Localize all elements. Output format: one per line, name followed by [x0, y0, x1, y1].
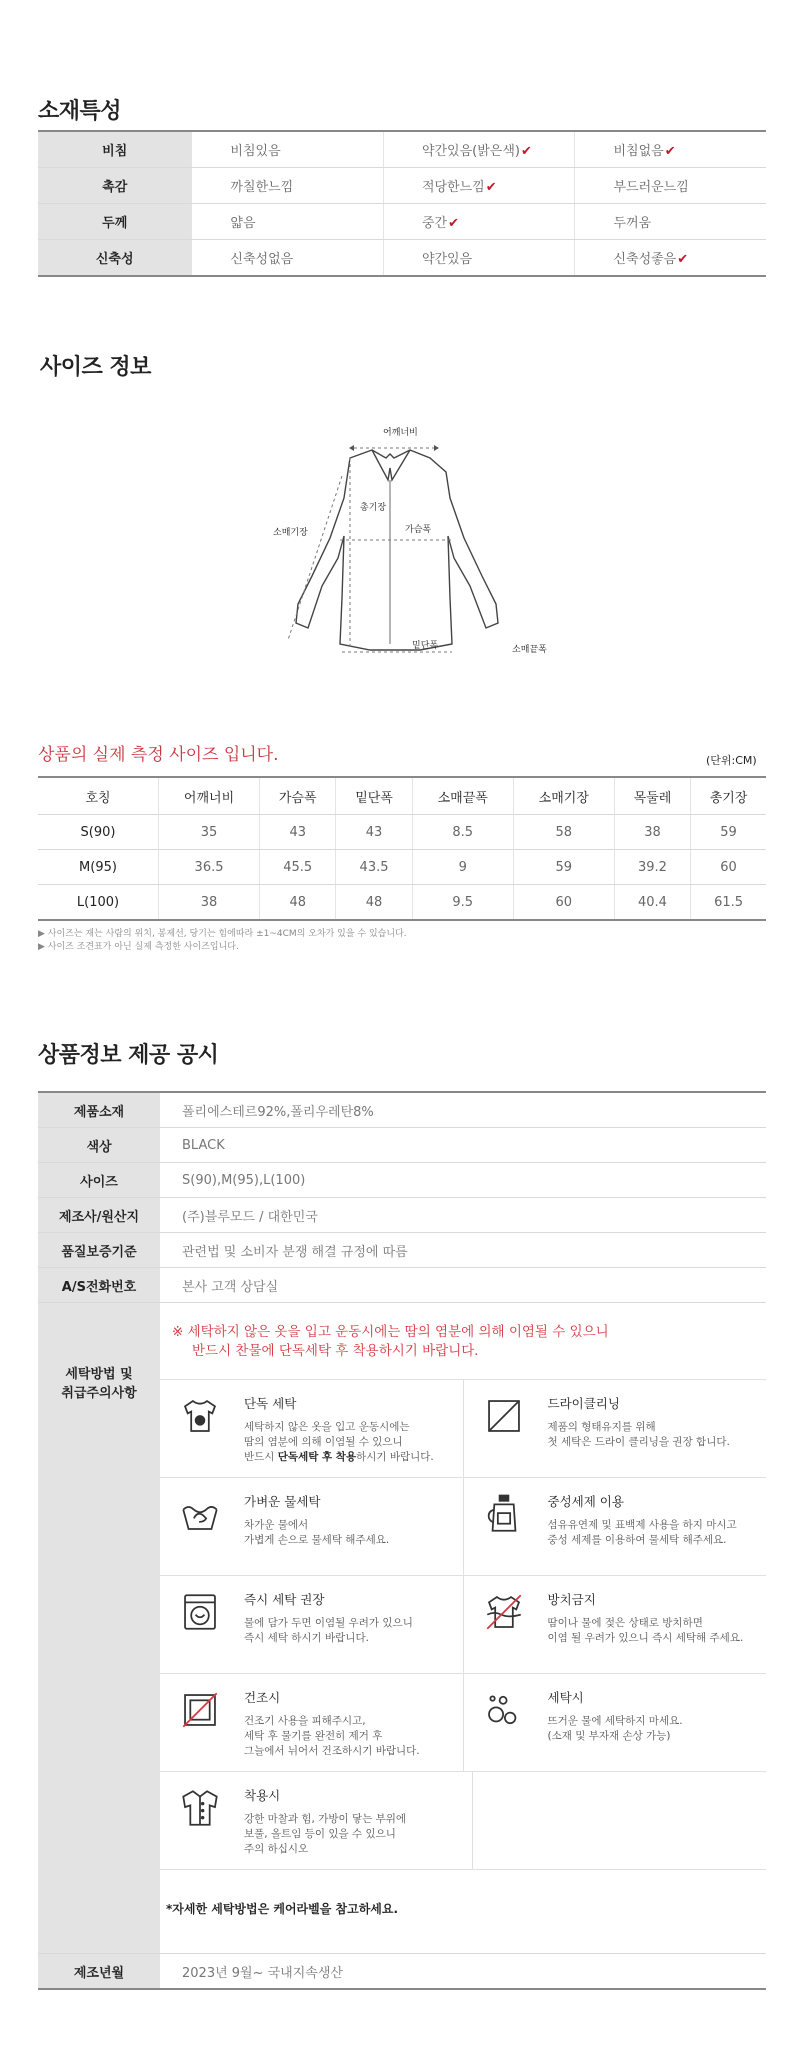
material-option-text: 비침없음 — [613, 144, 664, 159]
care-item-title: 즉시 세탁 권장 — [244, 1592, 325, 1607]
care-item-title: 세탁시 — [547, 1690, 584, 1705]
product-info-value: BLACK — [160, 1128, 766, 1163]
material-option-text: 적당한느낌 — [421, 180, 485, 195]
care-item-text — [548, 1616, 744, 1646]
dry-cleaning-icon — [482, 1394, 532, 1444]
product-info-title: 상품정보 제공 공시 — [38, 1043, 219, 1068]
material-row-label: 촉감 — [38, 168, 192, 204]
size-table — [38, 776, 766, 921]
size-cell: 38 — [159, 885, 260, 921]
check-mark-icon: ✔ — [677, 252, 689, 267]
product-info-value: 본사 고객 상담실 — [160, 1268, 766, 1303]
care-item-title: 단독 세탁 — [244, 1396, 297, 1411]
care-item-desc: 건조기 사용을 피해주시고, — [244, 1715, 366, 1727]
material-table — [38, 130, 766, 277]
size-cell: 45.5 — [260, 850, 336, 885]
size-notes — [38, 928, 407, 954]
care-note: *자세한 세탁방법은 케어라벨을 참고하세요. — [166, 1902, 399, 1916]
check-mark-icon: ✔ — [521, 144, 532, 159]
material-option — [192, 240, 384, 277]
care-item — [160, 1478, 464, 1575]
size-column-header: 어깨너비 — [159, 777, 260, 815]
size-cell: 35 — [159, 815, 260, 850]
care-grid-empty — [473, 1772, 767, 1869]
care-item — [160, 1772, 473, 1869]
material-section-title: 소재특성 — [38, 99, 122, 124]
care-item-desc-bold: 단독세탁 후 착용 — [277, 1451, 357, 1463]
care-label-line: 세탁방법 및 — [65, 1367, 133, 1382]
care-item — [160, 1674, 464, 1771]
care-item-desc: 중성 세제를 이용하여 물세탁 해주세요. — [547, 1534, 727, 1546]
care-item-text — [244, 1714, 420, 1759]
product-info-value: 관련법 및 소비자 분쟁 해결 규정에 따름 — [160, 1233, 766, 1268]
care-item-desc: 세탁하지 않은 옷을 입고 운동시에는 — [244, 1421, 410, 1433]
care-item-desc: 물에 담가 두면 이염될 우려가 있으니 — [244, 1617, 413, 1629]
size-cell: 9 — [412, 850, 513, 885]
size-column-header: 가슴폭 — [260, 777, 336, 815]
size-cell: 38 — [614, 815, 690, 850]
product-info-value: (주)블루모드 / 대한민국 — [160, 1198, 766, 1233]
size-cell: 40.4 — [614, 885, 690, 921]
size-row-label: M(95) — [38, 850, 159, 885]
care-item-text — [244, 1420, 434, 1465]
care-instructions-label — [38, 1303, 160, 1954]
care-instructions-content — [160, 1303, 766, 1954]
product-info-value: 폴리에스테르92%,폴리우레탄8% — [160, 1092, 766, 1128]
product-info-row — [38, 1198, 766, 1233]
care-label-line: 취급주의사항 — [61, 1386, 137, 1401]
size-table-header — [38, 777, 766, 815]
material-row — [38, 240, 766, 277]
material-option — [575, 204, 766, 240]
size-cell: 48 — [260, 885, 336, 921]
care-item-desc: 즉시 세탁 하시기 바랍니다. — [244, 1632, 369, 1644]
size-row-label: L(100) — [38, 885, 159, 921]
material-option-text: 비침있음 — [230, 144, 281, 159]
size-cell: 8.5 — [412, 815, 513, 850]
size-heading: 상품의 실제 측정 사이즈 입니다. — [38, 745, 279, 765]
care-item — [464, 1478, 767, 1575]
care-item-desc: 그늘에서 뉘어서 건조하시기 바랍니다. — [244, 1745, 420, 1757]
product-info-row — [38, 1163, 766, 1198]
size-column-header: 소매기장 — [513, 777, 614, 815]
size-cell: 59 — [513, 850, 614, 885]
size-cell: 59 — [691, 815, 766, 850]
care-grid-row — [160, 1674, 766, 1772]
product-info-label: 제품소재 — [38, 1092, 160, 1128]
diagram-label-chest: 가슴폭 — [405, 525, 432, 535]
care-item-desc-part: 반드시 — [244, 1451, 278, 1463]
material-option-text: 부드러운느낌 — [613, 180, 689, 195]
size-column-header: 총기장 — [691, 777, 766, 815]
product-info-value: S(90),M(95),L(100) — [160, 1163, 766, 1198]
care-item-desc: 가볍게 손으로 물세탁 해주세요. — [244, 1534, 390, 1546]
size-row — [38, 885, 766, 921]
care-warning-line: ※ 세탁하지 않은 옷을 입고 운동시에는 땀의 염분에 의해 이염될 수 있으니 — [172, 1324, 609, 1340]
care-item-title: 건조시 — [244, 1690, 281, 1705]
hand-wash-icon — [178, 1492, 228, 1542]
care-instructions-row — [38, 1303, 766, 1954]
material-option — [192, 131, 384, 168]
care-warning-line: 반드시 찬물에 단독세탁 후 착용하시기 바랍니다. — [192, 1343, 479, 1359]
care-grid — [160, 1379, 766, 1870]
size-cell: 48 — [336, 885, 412, 921]
care-item — [464, 1674, 767, 1771]
manufacture-date-label: 제조년월 — [38, 1954, 160, 1990]
care-item-desc-part: 하시기 바랍니다. — [356, 1451, 434, 1463]
care-item-desc: (소재 및 부자재 손상 가능) — [547, 1730, 671, 1742]
size-cell: 61.5 — [691, 885, 766, 921]
care-item-desc: 첫 세탁은 드라이 클리닝을 권장 합니다. — [547, 1436, 730, 1448]
care-item-desc: 섬유유연제 및 표백제 사용을 하지 마시고 — [547, 1519, 737, 1531]
shirt-wash-icon — [178, 1394, 228, 1444]
material-option — [192, 204, 384, 240]
care-warning — [160, 1303, 766, 1361]
size-column-header: 호칭 — [38, 777, 159, 815]
care-item-title: 드라이클리닝 — [547, 1396, 620, 1411]
washing-machine-icon — [178, 1590, 228, 1640]
care-grid-row — [160, 1576, 766, 1674]
sleeve-measure-line — [288, 476, 342, 640]
size-row — [38, 850, 766, 885]
care-item-desc — [244, 1450, 434, 1465]
care-item-desc: 세탁 후 물기를 완전히 제거 후 — [244, 1730, 383, 1742]
material-option-text: 신축성좋음 — [613, 252, 677, 267]
product-info-label: 제조사/원산지 — [38, 1198, 160, 1233]
product-info-row — [38, 1128, 766, 1163]
material-option-text: 두꺼움 — [613, 216, 652, 231]
care-item — [464, 1576, 767, 1673]
care-item — [160, 1380, 464, 1477]
material-option-text: 까칠한느낌 — [230, 180, 294, 195]
care-grid-row — [160, 1772, 766, 1870]
size-cell: 9.5 — [412, 885, 513, 921]
size-cell: 43 — [260, 815, 336, 850]
diagram-label-shoulder: 어깨너비 — [383, 428, 418, 438]
size-row-label: S(90) — [38, 815, 159, 850]
material-option-text: 중간 — [421, 216, 448, 231]
jacket-outline — [296, 450, 498, 650]
size-cell: 43.5 — [336, 850, 412, 885]
material-option-text: 약간있음 — [421, 252, 473, 267]
material-option-text: 약간있음(밝은색) — [421, 144, 520, 159]
material-row — [38, 168, 766, 204]
care-item-text — [244, 1812, 406, 1857]
care-item — [464, 1380, 767, 1477]
product-info-row — [38, 1954, 766, 1990]
material-option — [575, 240, 766, 277]
size-row — [38, 815, 766, 850]
material-option — [575, 131, 766, 168]
care-item-text — [244, 1616, 413, 1646]
care-item-desc: 차가운 물에서 — [244, 1519, 309, 1531]
care-item-desc: 강한 마찰과 힘, 가방이 닿는 부위에 — [244, 1813, 407, 1825]
care-grid-row — [160, 1478, 766, 1576]
shirt-wear-icon — [178, 1786, 228, 1836]
care-item-title: 방치금지 — [547, 1592, 596, 1607]
care-item-desc: 보풀, 올트임 등이 있을 수 있으니 — [244, 1828, 396, 1840]
material-option — [383, 168, 575, 204]
material-option — [383, 240, 575, 277]
material-row-label: 비침 — [38, 131, 192, 168]
manufacture-date-value: 2023년 9월~ 국내지속생산 — [160, 1954, 766, 1990]
diagram-label-length: 총기장 — [360, 503, 387, 513]
material-option-text: 얇음 — [230, 216, 256, 231]
check-mark-icon: ✔ — [664, 144, 676, 159]
size-column-header: 밑단폭 — [336, 777, 412, 815]
material-row — [38, 204, 766, 240]
size-column-header: 목둘레 — [614, 777, 690, 815]
size-cell: 60 — [513, 885, 614, 921]
material-row-label: 두께 — [38, 204, 192, 240]
care-item-desc: 이염 될 우려가 있으니 즉시 세탁해 주세요. — [547, 1632, 744, 1644]
care-item-desc: 땀이나 물에 젖은 상태로 방치하면 — [547, 1617, 703, 1629]
size-section-title: 사이즈 정보 — [40, 355, 151, 380]
diagram-label-cuff: 소매끝폭 — [512, 645, 547, 655]
detergent-bottle-icon — [482, 1492, 532, 1542]
care-item-text — [548, 1518, 737, 1548]
material-option — [192, 168, 384, 204]
size-cell: 43 — [336, 815, 412, 850]
care-item-title: 가벼운 물세탁 — [244, 1494, 321, 1509]
material-option — [383, 131, 575, 168]
product-info-row — [38, 1268, 766, 1303]
product-info-row — [38, 1233, 766, 1268]
check-mark-icon: ✔ — [485, 180, 497, 195]
no-tumble-dry-icon — [178, 1688, 228, 1738]
diagram-label-hem: 밑단폭 — [412, 641, 439, 651]
size-cell: 39.2 — [614, 850, 690, 885]
care-item-desc: 뜨거운 물에 세탁하지 마세요. — [547, 1715, 683, 1727]
product-info-label: 품질보증기준 — [38, 1233, 160, 1268]
care-item-text — [244, 1518, 389, 1548]
care-item-desc: 주의 하십시오 — [244, 1843, 309, 1855]
size-cell: 60 — [691, 850, 766, 885]
size-cell: 36.5 — [159, 850, 260, 885]
size-note: ▶ 사이즈는 재는 사람의 위치, 봉제선, 당기는 힘에따라 ±1~4CM의 오차가 있을 수 있습니다. — [38, 929, 407, 939]
size-note: ▶ 사이즈 조견표가 아닌 실제 측정한 사이즈입니다. — [38, 942, 239, 952]
material-option-text: 신축성없음 — [230, 252, 294, 267]
care-item — [160, 1576, 464, 1673]
care-item-text — [548, 1714, 683, 1744]
size-unit: (단위:CM) — [706, 754, 757, 767]
product-info-row — [38, 1092, 766, 1128]
care-item-desc: 땀의 염분에 의해 이염될 수 있으니 — [244, 1436, 403, 1448]
size-cell: 58 — [513, 815, 614, 850]
care-item-title: 착용시 — [244, 1788, 281, 1803]
material-option — [575, 168, 766, 204]
diagram-label-sleeve-length: 소매기장 — [273, 528, 308, 538]
bubbles-icon — [482, 1688, 532, 1738]
product-info-label: 색상 — [38, 1128, 160, 1163]
size-column-header: 소매끝폭 — [412, 777, 513, 815]
material-row-label: 신축성 — [38, 240, 192, 277]
no-soaking-icon — [482, 1590, 532, 1640]
product-info-label: 사이즈 — [38, 1163, 160, 1198]
product-info-table — [38, 1091, 766, 1990]
care-grid-row — [160, 1380, 766, 1478]
care-item-desc: 제품의 형태유지를 위해 — [547, 1421, 656, 1433]
check-mark-icon: ✔ — [448, 216, 459, 231]
product-info-label: A/S전화번호 — [38, 1268, 160, 1303]
material-row — [38, 131, 766, 168]
material-option — [383, 204, 575, 240]
care-item-text — [548, 1420, 730, 1450]
care-item-title: 중성세제 이용 — [547, 1494, 624, 1509]
